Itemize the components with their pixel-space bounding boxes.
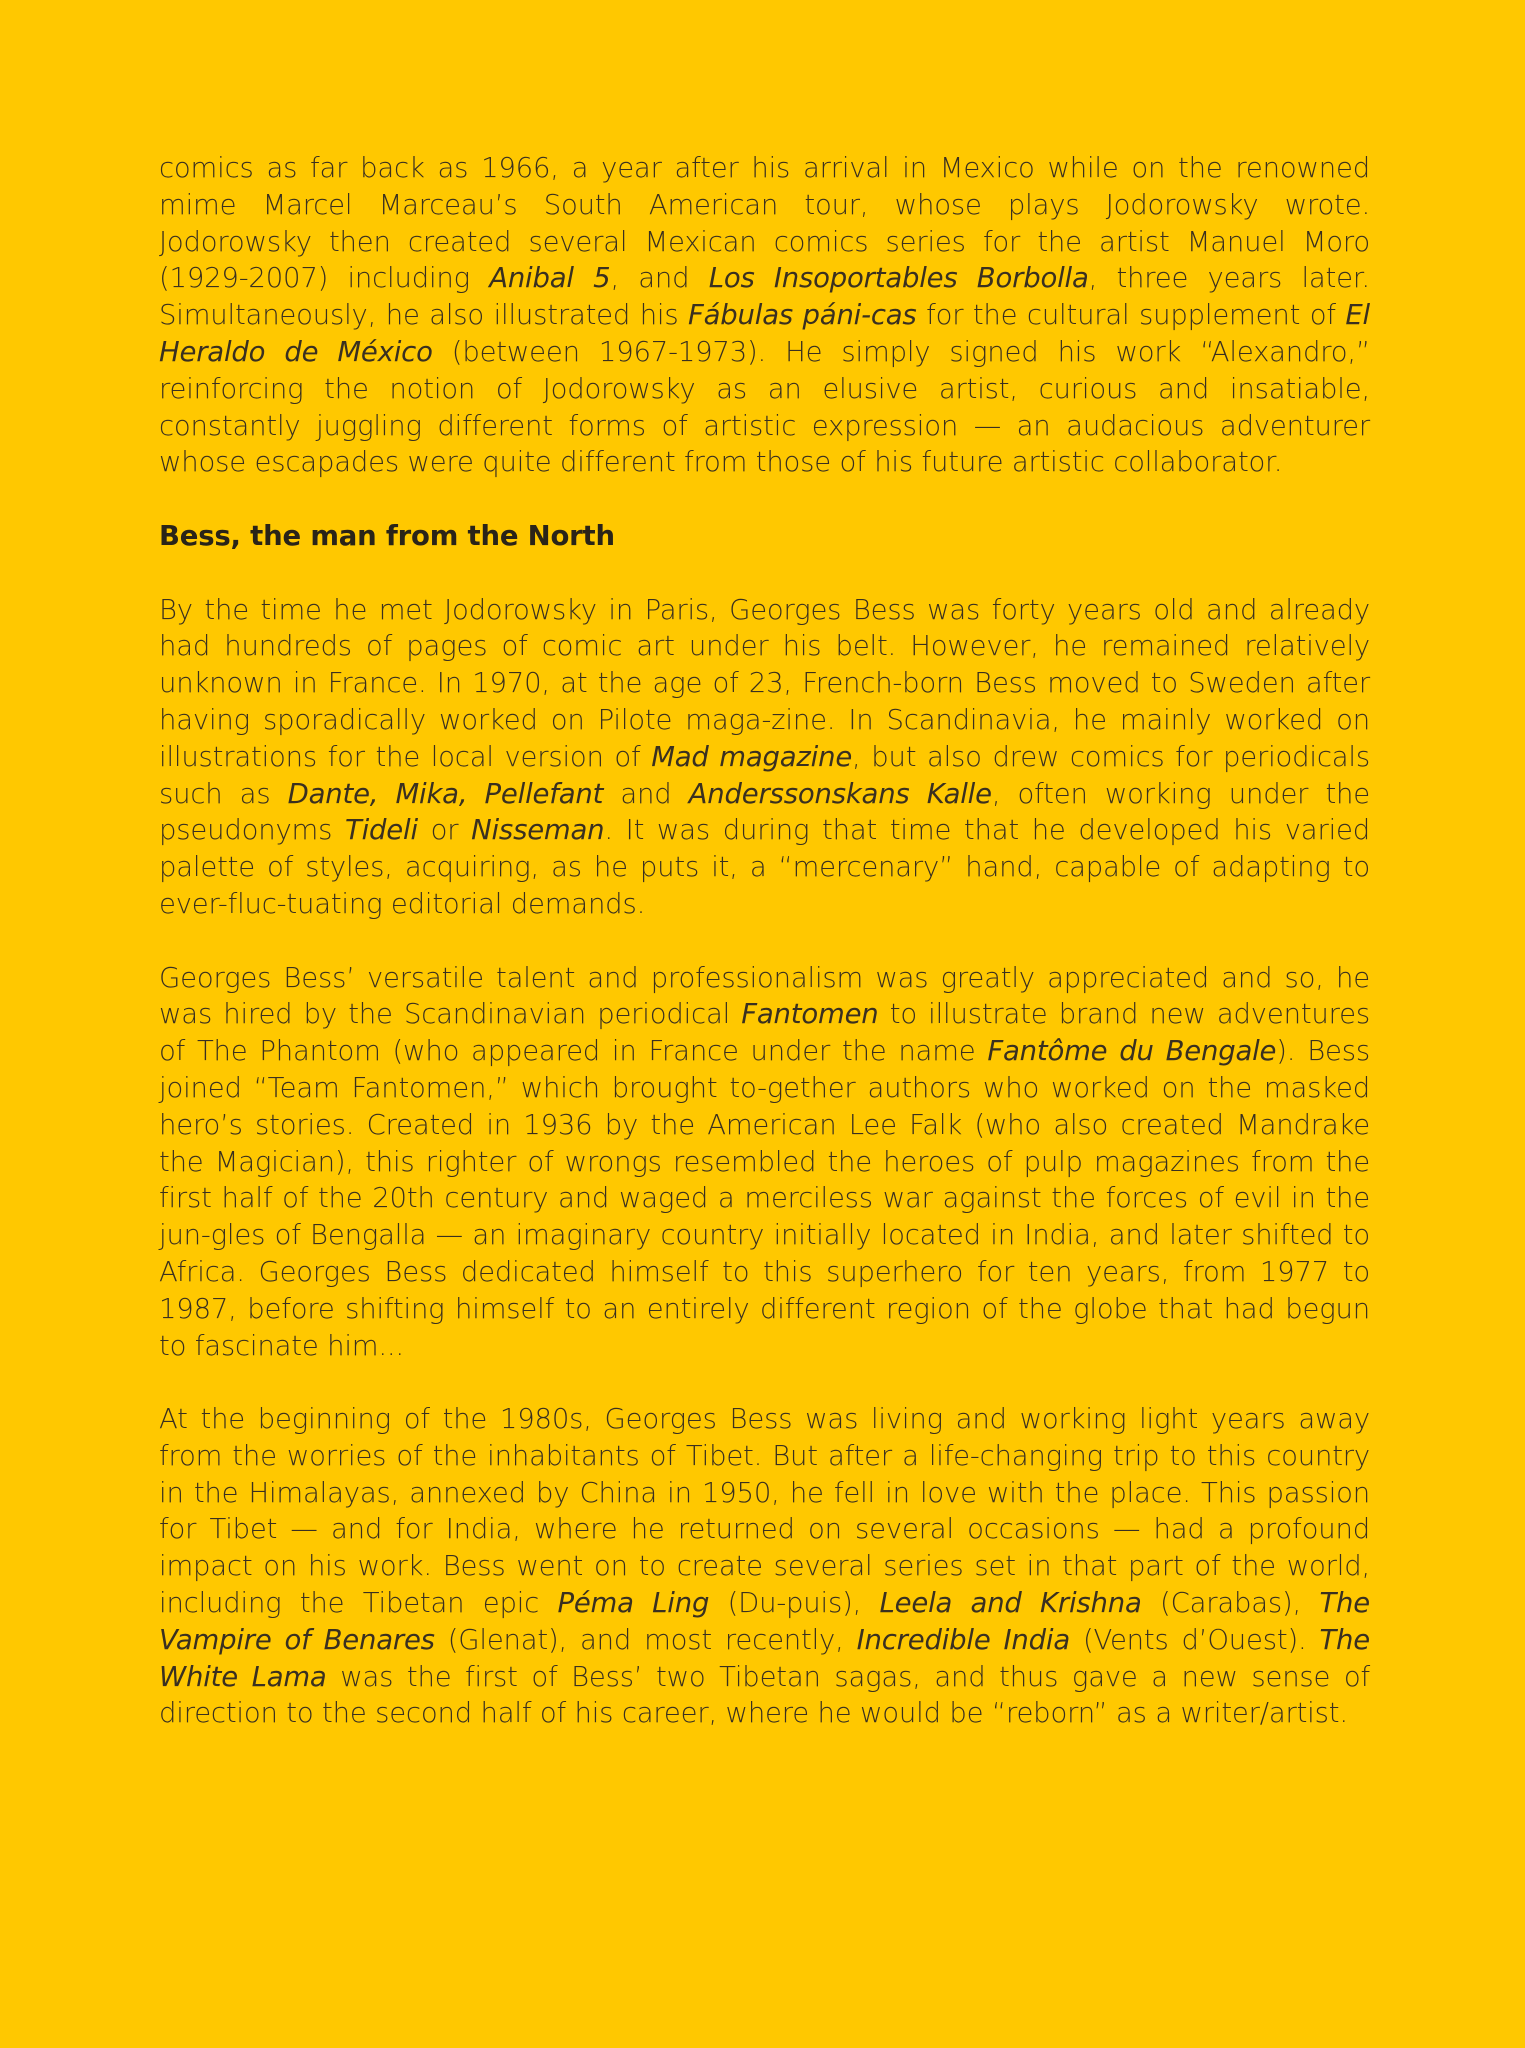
text-run: By the time he met Jodorowsky in Paris, Georges Bess was forty years old and already had hundreds of pages of comic art under his belt. However, he remained relatively unknown in France. In 1970, at the age of 23, French-born Bess moved to Sweden after having sporadically worked on Pilote maga-zine. In Scandinavia, he mainly worked on illustrations for the local version of [159,593,1370,773]
italic-title: Mad magazine [651,740,853,773]
italic-title: Dante, Mika, Pellefant [287,777,604,810]
text-run: , and [610,262,709,295]
text-run: (Du-puis), [709,1587,880,1620]
page-body [159,150,1370,1769]
italic-title: Anibal 5 [489,262,611,295]
paragraph-bess-sweden [159,592,1370,923]
text-run: for the cultural supplement of [916,299,1346,332]
paragraph-bess-tibet [159,1401,1370,1732]
text-run: , three years later. Simultaneously, he also illustrated his [159,262,1370,332]
text-run: was the first of Bess’ two Tibetan sagas, and thus gave a new sense of direction to the second half of his career, where he would be “reborn” as a writer/artist. [159,1660,1370,1730]
italic-title: Fantôme du Bengale [987,1035,1277,1068]
italic-title: Péma Ling [557,1587,710,1620]
italic-title: Nisseman [471,814,605,847]
italic-title: The White Lama [159,1623,1370,1693]
text-run: . It was during that time that he developed his varied palette of styles, acquiring, as he puts it, a “mercenary” hand, capable of adapting to ever-fluc-tuating editorial demands. [159,814,1370,920]
paragraph-jodorowsky-comics [159,150,1370,481]
paragraph-bess-phantom [159,960,1370,1365]
text-run: to illustrate brand new adventures of The Phantom (who appeared in France under the name [159,998,1370,1068]
italic-title: El Heraldo de México [159,299,1370,368]
text-run: or [417,814,472,847]
text-run: comics as far back as 1966, a year after his arrival in Mexico while on the renowned mime Marcel Marceau’s South American tour, whose plays Jodorowsky wrote. Jodorowsky then created several Mexican comics series for the artist Manuel Moro (1929-2007) including [159,152,1370,295]
text-run: (Carabas), [1141,1587,1320,1620]
text-run: (Glenat), and most recently, [434,1623,857,1656]
italic-title: Incredible India [856,1623,1071,1656]
text-run: (between 1967-1973). He simply signed his work “Alexandro,” reinforcing the notion of Jodorowsky as an elusive artist, curious and insatiable, constantly juggling different forms of artistic expression — an audacious adventurer whose escapades were quite different from those of his future artistic collaborator. [159,335,1370,479]
italic-title: Fantomen [741,998,879,1031]
text-run: ). Bess joined “Team Fantomen,” which brought to-gether authors who worked on the masked hero’s stories. Created in 1936 by the American Lee Falk (who also created Mandrake the Magician), this righter of wrongs resembled the heroes of pulp magazines from the first half of the 20th century and waged a merciless war against the forces of evil in the jun-gles of Bengalla — an imaginary country initially located in India, and later shifted to Africa. Georges Bess dedicated himself to this superhero for ten years, from 1977 to 1987, before shifting himself to an entirely different region of the globe that had begun to fascinate him... [159,1035,1370,1362]
text-run: (Vents d’Ouest). [1070,1623,1320,1656]
text-run: Georges Bess’ versatile talent and professionalism was greatly appreciated and so, he was hired by the Scandinavian periodical [159,961,1370,1031]
italic-title: Los Insoportables Borbolla [708,262,1089,295]
italic-title: Leela and Krishna [879,1587,1142,1620]
section-heading: Bess, the man from the North [159,519,615,552]
text-run: , but also drew comics for periodicals such as [159,740,1370,810]
text-run: and [603,777,689,810]
italic-title: The Vampire of Benares [159,1587,1370,1656]
text-run: , often working under the pseudonyms [159,777,1370,847]
text-run: At the beginning of the 1980s, Georges Bess was living and working light years away from the worries of the inhabitants of Tibet. But after a life-changing trip to this country in the Himalayas, annexed by China in 1950, he fell in love with the place. This passion for Tibet — and for India, where he returned on several occasions — had a profound impact on his work. Bess went on to create several series set in that part of the world, including the Tibetan epic [159,1403,1370,1620]
italic-title: Fábulas páni-cas [688,299,917,332]
italic-title: Anderssonskans Kalle [688,777,992,810]
italic-title: Tideli [344,814,418,847]
